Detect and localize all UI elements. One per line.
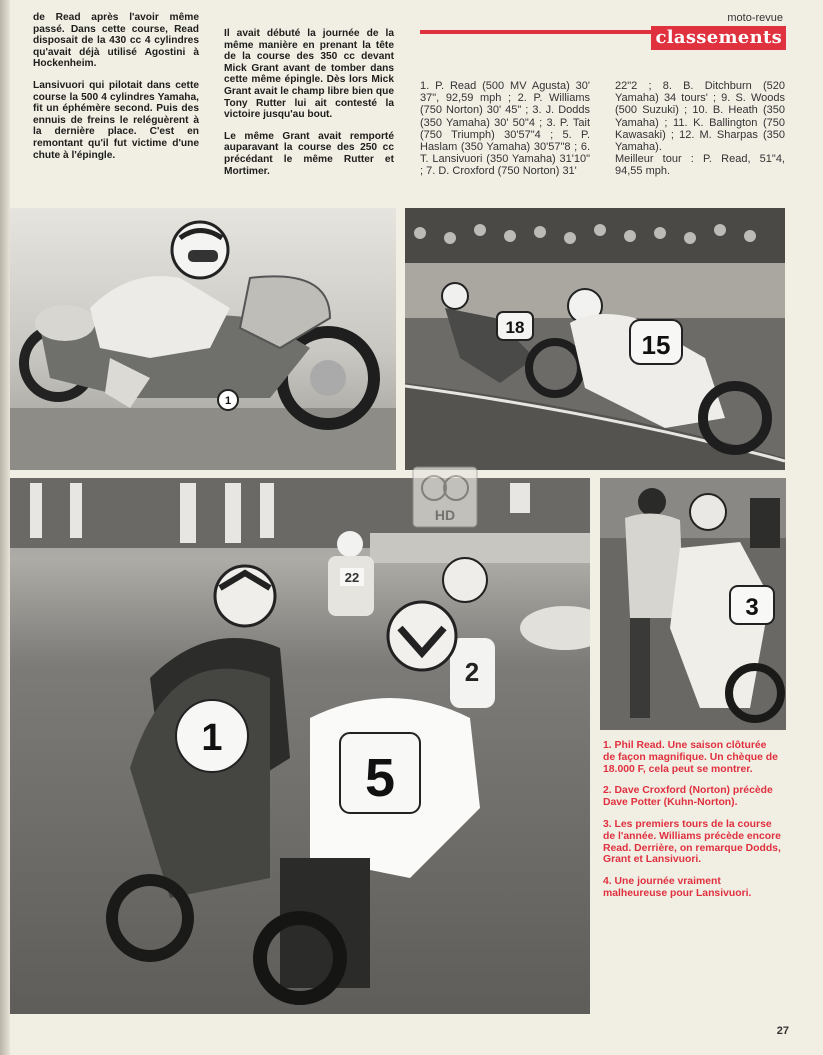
race-plate-number: 22 [344, 570, 360, 585]
caption-3: 3. Les premiers tours de la course de l'année. Williams précède encore Read. Derrière, on remarque Dodds, Grant et Lansivuori. [603, 818, 781, 866]
results-column-1: 1. P. Read (500 MV Agusta) 30' 37", 92,59 mph ; 2. P. Williams (750 Norton) 30' 45" ; 3. J. Dodds (350 Yamaha) 30' 50"4 ; 3. P. Tait (750 Triumph) 30'57"4 ; 5. P. Haslam (350 Yamaha) 30'57"8 ; 6. T. Lansivuori (350 Yamaha) 31'10" ; 7. D. Croxford (750 Norton) 31' [420, 80, 590, 178]
section-rule [420, 30, 662, 34]
photo-race-start [10, 478, 590, 1014]
watermark-logo [412, 466, 478, 533]
photo-croxford-potter [405, 208, 785, 470]
watermark-text: HD [434, 507, 456, 523]
magazine-name: moto-revue [727, 12, 783, 24]
race-plate-number: 15 [641, 330, 671, 360]
race-plate-number: 18 [505, 318, 525, 337]
article-column-1 [33, 12, 199, 171]
race-plate-number: 2 [464, 657, 480, 687]
article-paragraph: de Read après l'avoir même passé. Dans cette course, Read disposait de la 430 cc 4 cylindres qu'avait déjà utilisé Agostini à Hockenheim. [33, 12, 199, 70]
article-paragraph: Le même Grant avait remporté auparavant la course des 250 cc précédant le même Rutter et Mortimer. [224, 130, 394, 177]
photo-captions [603, 740, 781, 910]
caption-4: 4. Une journée vraiment malheureuse pour Lansivuori. [603, 876, 752, 899]
article-paragraph: Il avait débuté la journée de la même manière en prenant la tête de la course des 350 cc devant Mick Grant avant de tomber dans cette même épingle. Dès lors Mick Grant avait le champ libre bien que Tony Rutter lui ait contesté la victoire jusqu'au bout. [224, 28, 394, 121]
photo-phil-read [10, 208, 396, 470]
race-plate-number: 3 [745, 594, 759, 621]
best-lap: Meilleur tour : P. Read, 51"4, 94,55 mph. [615, 153, 785, 178]
article-column-2 [224, 28, 394, 187]
page-gutter-shadow [0, 0, 10, 1055]
race-plate-number: 1 [224, 395, 232, 407]
results-text: 22"2 ; 8. B. Ditchburn (520 Yamaha) 34 tours' ; 9. S. Woods (500 Suzuki) ; 10. B. Heath (350 Yamaha) ; 11. K. Ballington (750 Kawasaki) ; 12. M. Sharpas (350 Yamaha). [615, 80, 785, 154]
race-plate-number: 5 [364, 748, 396, 808]
caption-2: 2. Dave Croxford (Norton) précède Dave Potter (Kuhn-Norton). [603, 785, 773, 809]
caption-1: 1. Phil Read. Une saison clôturée de façon magnifique. Un chèque de 18.000 F, cela peut se montrer. [603, 740, 778, 775]
page-number: 27 [776, 1025, 789, 1037]
section-title: classements [651, 26, 786, 50]
photo-lansivuori [600, 478, 786, 730]
results-column-2 [615, 80, 785, 178]
race-plate-number: 1 [201, 717, 223, 759]
article-paragraph: Lansivuori qui pilotait dans cette course la 500 4 cylindres Yamaha, fit un éphémère second. Puis des ennuis de freins le reléguèrent à la dernière place. C'est en remontant qu'il fut victime d'une chute à l'épingle. [33, 79, 199, 161]
